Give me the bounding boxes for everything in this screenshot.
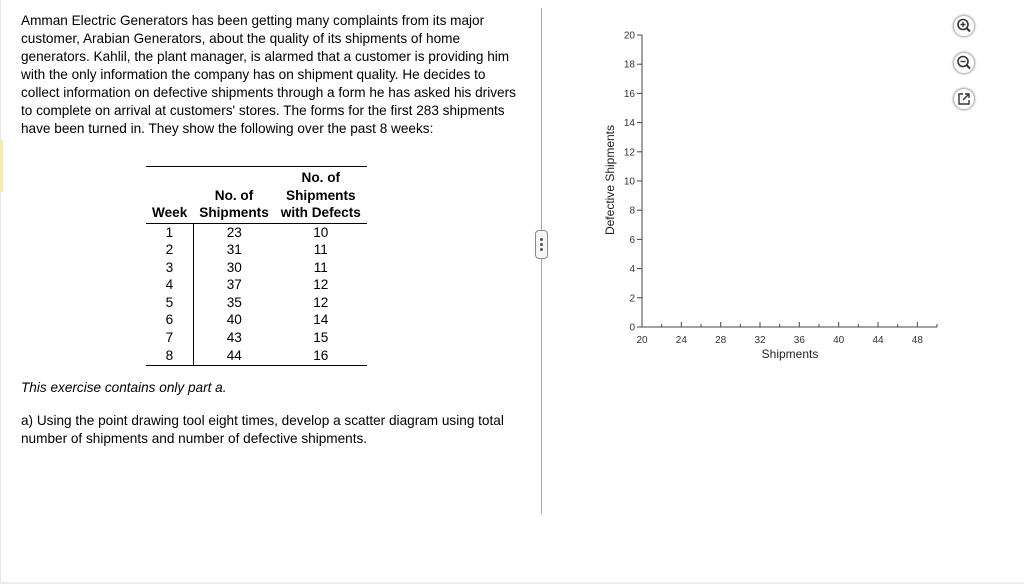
week-cell: 5 [146,294,193,312]
x-tick-label: 24 [675,335,687,346]
defects-cell: 11 [313,259,328,275]
x-tick-label: 48 [911,335,923,346]
y-tick-label: 0 [629,322,635,334]
x-tick-label: 44 [872,335,884,346]
table-row [146,311,367,329]
defects-cell: 10 [313,224,329,240]
shipments-table [146,166,367,366]
y-tick-label: 6 [629,234,635,246]
week-cell: 4 [146,276,193,294]
y-tick-label: 8 [629,205,635,217]
x-tick-label: 32 [754,335,766,346]
x-tick-label: 40 [833,335,845,346]
external-link-icon [954,89,974,109]
part-a-instructions: a) Using the point drawing tool eight times, develop a scatter diagram using total number of shipments and number of defective shipments. [21,413,504,446]
table-header-row [146,167,367,187]
table-row [146,294,367,312]
shipments-cell: 30 [226,259,242,275]
y-axis-label: Defective Shipments [603,124,617,236]
problem-paragraph: Amman Electric Generators has been getting many complaints from its major customer, Arabian Generators, about the quality of its shipments of home generators. Kahlil, the plant manager, is alarmed that a customer is providing him with the only information the company has on shipment quality. He decides to collect information on defective shipments through a form he has asked his drivers to complete on arrival at customers' stores. The forms for the first 283 shipments have been turned in. They show the following over the past 8 weeks: [21,13,516,136]
y-tick-label: 12 [623,147,635,159]
week-cell: 8 [146,347,193,366]
zoom-in-button[interactable] [953,15,975,37]
defects-cell: 16 [275,347,367,366]
header-defects-line3: with Defects [275,204,367,223]
x-tick-label: 20 [636,335,648,346]
defects-cell: 12 [313,277,329,293]
problem-statement [21,12,521,138]
shipments-cell: 44 [193,347,275,366]
defects-cell: 14 [313,312,329,328]
week-cell: 6 [146,311,193,329]
shipments-cell: 23 [226,224,242,240]
pane-divider[interactable] [541,8,542,514]
header-week: Week [146,204,193,223]
grip-dot [540,238,543,241]
axes [624,31,937,347]
exercise-note: This exercise contains only part a. [21,380,227,395]
header-defects-line2: Shipments [286,187,356,203]
grip-dot [540,243,543,246]
popout-button[interactable] [953,88,975,110]
y-tick-label: 10 [623,176,635,188]
header-shipments-line2: Shipments [193,204,275,223]
defects-cell: 12 [313,294,329,310]
y-tick-label: 4 [629,264,635,276]
shipments-cell: 40 [226,312,242,328]
left-accent-bar [0,140,3,192]
y-tick-label: 20 [623,30,635,42]
shipments-cell: 35 [226,294,242,310]
x-axis-label: Shipments [761,347,819,361]
header-defects-line1: No. of [275,167,367,187]
zoom-in-icon [954,16,974,36]
week-cell: 3 [146,259,193,277]
y-tick-label: 14 [623,118,635,130]
table-header-row [146,187,367,205]
week-cell: 2 [146,241,193,259]
header-shipments-line1: No. of [214,187,254,203]
table-row [146,276,367,294]
zoom-out-icon [954,53,974,73]
week-cell: 1 [146,223,193,241]
table-row [146,259,367,277]
shipments-cell: 31 [226,242,242,258]
x-tick-label: 36 [793,335,805,346]
week-cell: 7 [146,329,193,347]
x-tick-label: 28 [715,335,727,346]
table-row [146,223,367,241]
table-row [146,241,367,259]
y-tick-label: 16 [623,88,635,100]
shipments-cell: 37 [226,277,242,293]
table-row [146,329,367,347]
defects-cell: 15 [313,330,329,346]
y-tick-label: 18 [623,59,635,71]
defects-cell: 11 [313,242,328,258]
table-header-row [146,204,367,223]
scatter-plot-area[interactable] [600,20,945,370]
grip-dot [540,248,543,251]
pane-resize-handle[interactable] [535,230,548,259]
y-tick-label: 2 [629,293,635,305]
zoom-out-button[interactable] [953,52,975,74]
table-row [146,347,367,366]
shipments-cell: 43 [226,330,242,346]
left-border [0,0,1,584]
